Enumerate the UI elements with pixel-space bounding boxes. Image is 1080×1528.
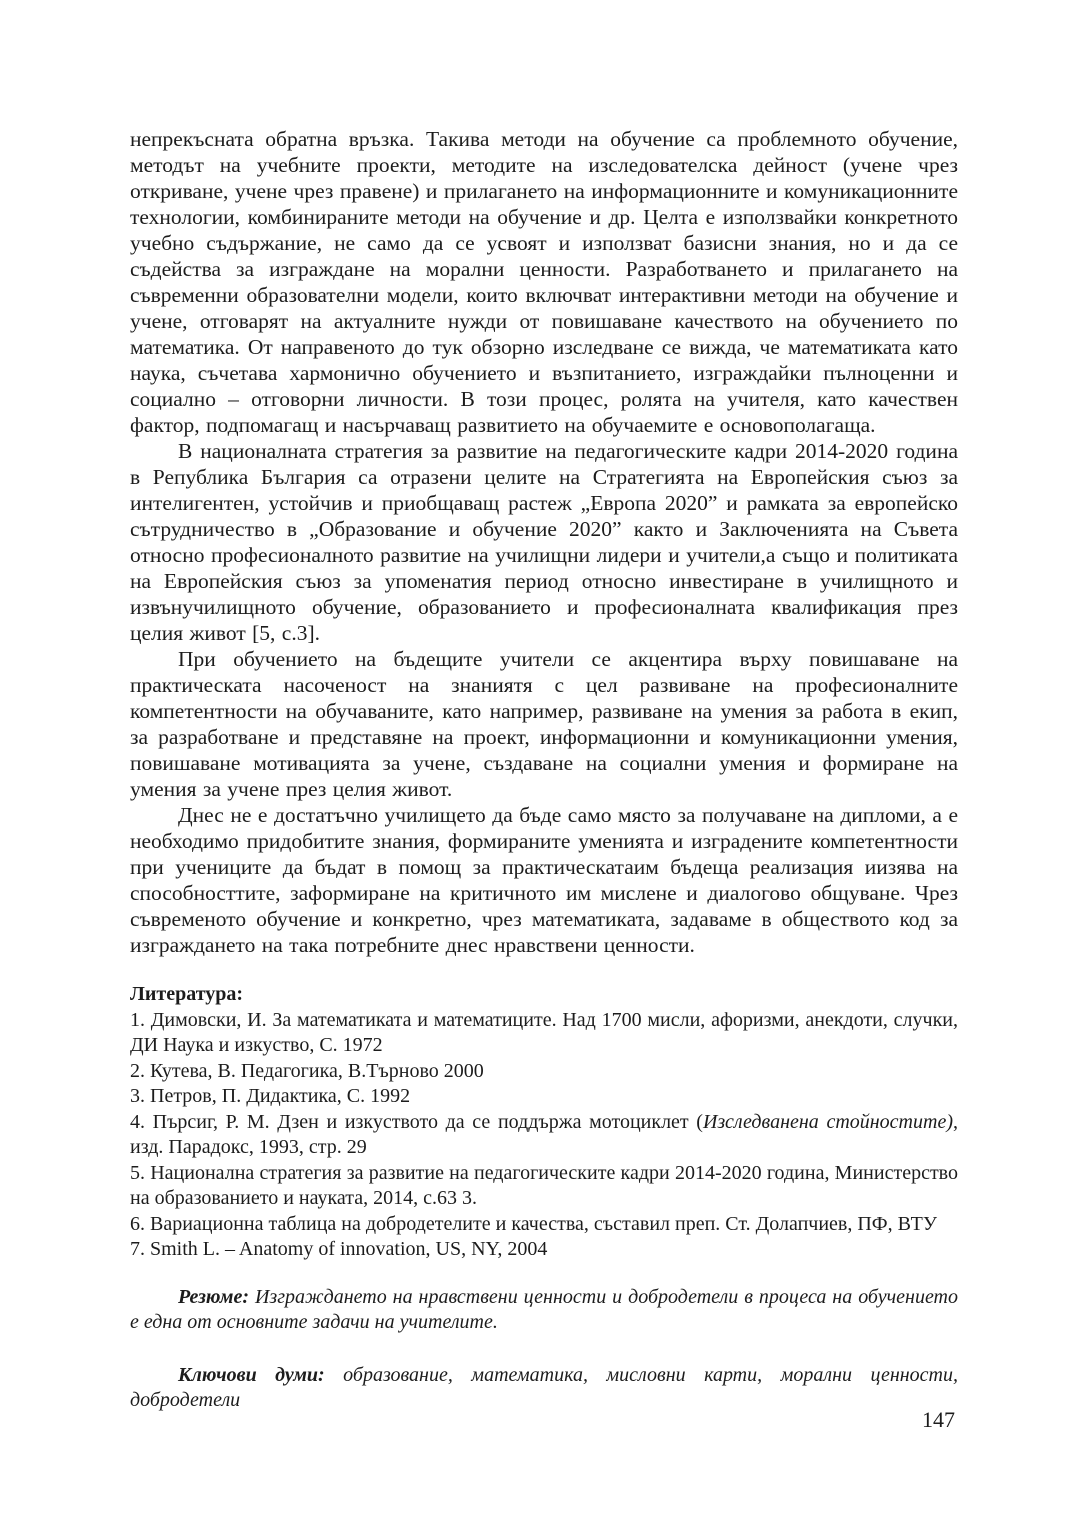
keywords-text: образование, математика, мисловни карти, морални ценности, добродетели (130, 1363, 958, 1411)
body-paragraph-1: непрекъсната обратна връзка. Такива методи на обучение са проблемното обучение, методът на учебните проекти, методите на изследователска дейност (учене чрез откриване, учене чрез правене) и прилагането на информационните и комуникационните технологии, комбинираните методи на обучение и др. Целта е използвайки конкретното учебно съдържание, не само да се усвоят и използват базисни знания, но и да се съдейства за изграждане на морални ценности. Разработването и прилагането на съвременни образователни модели, които включват интерактивни методи на обучение и учене, отговарят на актуалните нужди от повишаване качеството на обучението по математика. От направеното до тук обзорно изследване се вижда, че математиката като наука, съчетава хармонично обучението и възпитанието, изграждайки пълноценни и социално – отговорни личности. В този процес, ролята на учителя, като качествен фактор, подпомагащ и насърчаващ развитието на обучаемите е основополагаща. (130, 127, 958, 437)
reference-item-2: 2. Кутева, В. Педагогика, В.Търново 2000 (130, 1059, 484, 1082)
body-paragraph-4: Днес не е достатъчно училището да бъде само място за получаване на дипломи, а е необходимо придобитите знания, формираните уменията и изградените компетентности при учениците да бъдат в помощ за практическатаим бъдеща реализация иизява на способносттите, заформиране на критичното им мислене и диалогово общуване. Чрез съвременото обучение и конкретно, чрез математиката, задаваме в обществото код за изграждането на така потребните днес нравствени ценности. (130, 803, 958, 957)
page-content (130, 126, 958, 1414)
reference-item-7: 7. Smith L. – Anatomy of innovation, US, NY, 2004 (130, 1238, 548, 1260)
page-number: 147 (922, 1407, 955, 1432)
body-paragraph-2: В националната стратегия за развитие на педагогическите кадри 2014-2020 година в Република България са отразени целите на Стратегията на Европейския съюз за интелигентен, устойчив и приобщаващ растеж „Европа 2020” и рамката за европейско сътрудничество в „Образование и обучение 2020” както и Заключенията на Съвета относно професионалното развитие на училищни лидери и учители,а също и политиката на Европейския съюз за упоменатия период относно инвестиране в училищното и извънучилищното обучение, образованието и професионалната квалификация през целия живот [5, с.3]. (130, 439, 958, 645)
reference-item-4-text: 4. Пърсиг, Р. М. Дзен и изкуството да се поддържа мотоциклет ( (130, 1110, 703, 1133)
summary-text: Изграждането на нравствени ценности и добродетели в процеса на обучението е една от основните задачи на учителите. (130, 1285, 958, 1333)
reference-item-4-text-end: , изд. Парадокс, 1993, стр. 29 (130, 1110, 958, 1158)
reference-item-5: 5. Национална стратегия за развитие на педагогическите кадри 2014-2020 година, Министерство на образованието и науката, 2014, с.63 3. (130, 1161, 958, 1209)
reference-item-4-italic: Изследванена стойностите) (702, 1110, 953, 1133)
keywords (130, 1363, 958, 1414)
reference-item-3: 3. Петров, П. Дидактика, С. 1992 (130, 1085, 411, 1107)
body-paragraph-3: При обучението на бъдещите учители се акцентира върху повишаване на практическата насоченост на знаниятя с цел развиване на професионалните компетентности на обучаваните, като например, развиване на умения за работа в екип, за разработване и представяне на проект, информационни и комуникационни умения, повишаване мотивацията за учене, създаване на социални умения и формиране на умения за учене през целия живот. (130, 647, 958, 801)
references-section (130, 982, 958, 1263)
summary-label: Резюме: (178, 1285, 249, 1308)
reference-item-6: 6. Вариационна таблица на добродетелите и качества, съставил преп. Ст. Долапчиев, ПФ, ВТУ (130, 1212, 938, 1235)
summary (130, 1285, 958, 1336)
references-heading: Литература: (130, 983, 244, 1005)
reference-item-1: 1. Димовски, И. За математиката и математиците. Над 1700 мисли, афоризми, анекдоти, случки, ДИ Наука и изкуство, С. 1972 (130, 1008, 958, 1056)
keywords-label: Ключови думи: (178, 1363, 325, 1386)
reference-item-4 (130, 1110, 958, 1161)
